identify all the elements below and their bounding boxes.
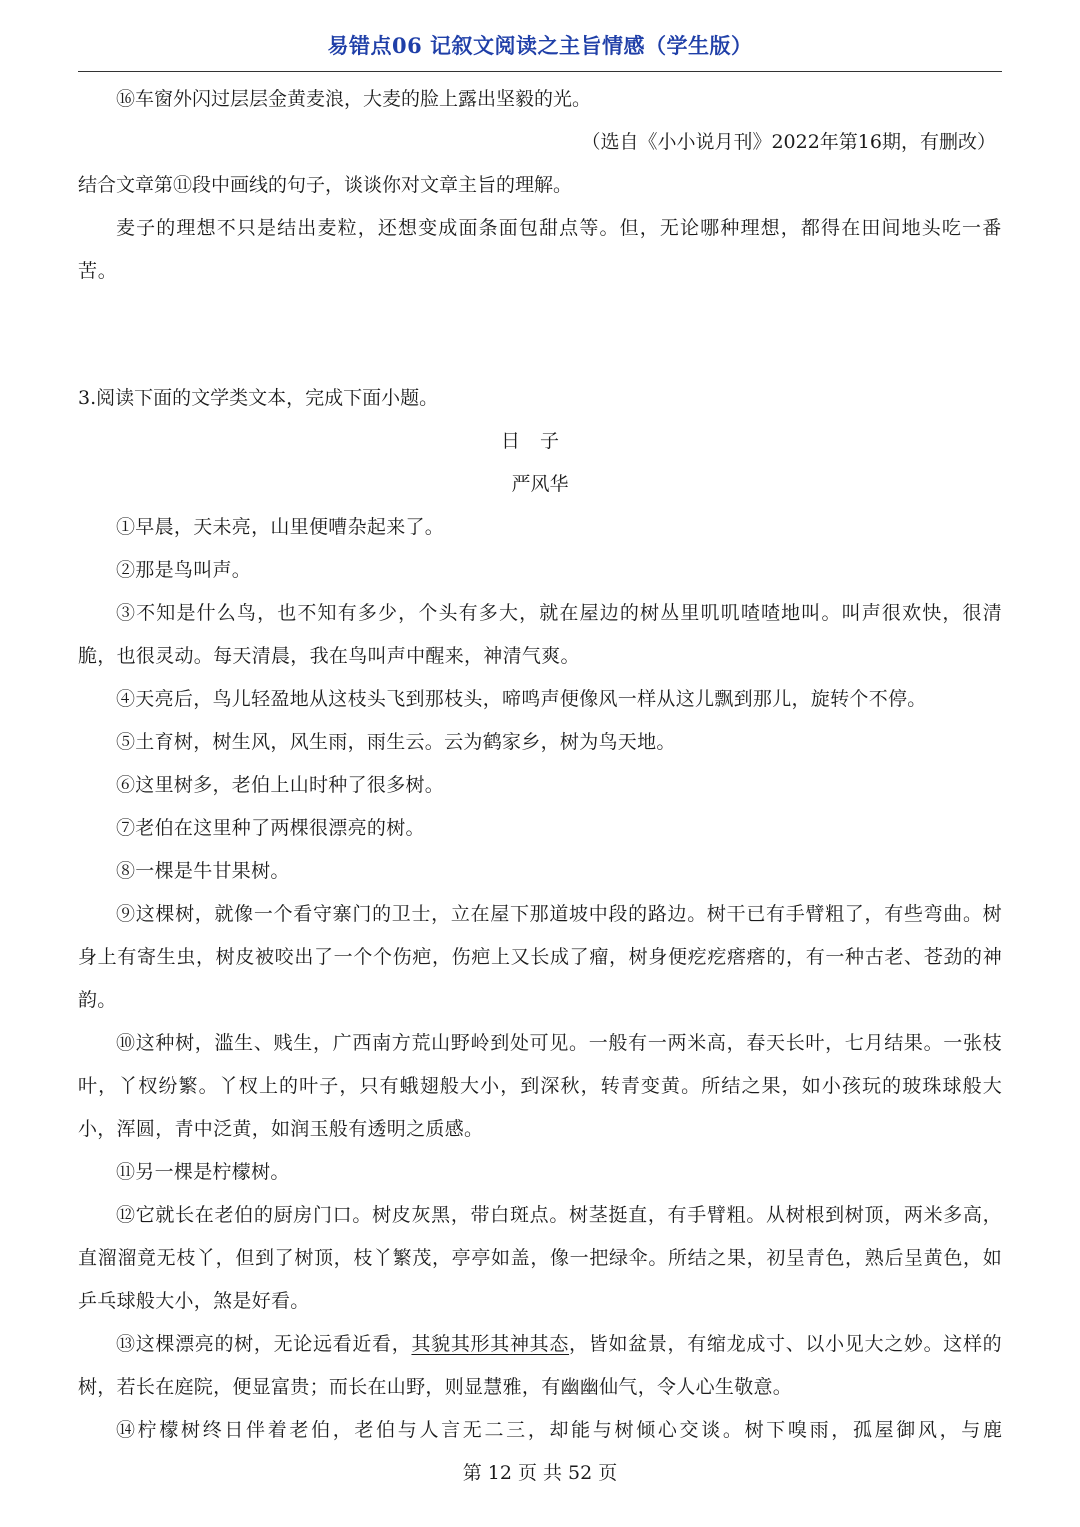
article-title-text: 日子: [500, 430, 579, 452]
paragraph-13: [78, 1323, 1002, 1409]
paragraph-1: ①早晨，天未亮，山里便嘈杂起来了。: [116, 516, 445, 538]
article-title: [78, 420, 1002, 463]
paragraph-12: ⑫它就长在老伯的厨房门口。树皮灰黑，带白斑点。树茎挺直，有手臂粗。从树根到树顶，两米多高，直溜溜竟无枝丫，但到了树顶，枝丫繁茂，亭亭如盖，像一把绿伞。所结之果，初呈青色，熟后呈黄色，如乒乓球般大小，煞是好看。: [78, 1204, 1002, 1312]
footer-middle: 页 共: [517, 1462, 563, 1484]
footer-prefix: 第: [462, 1462, 482, 1484]
current-page-number: 12: [487, 1462, 512, 1484]
paragraph-6: ⑥这里树多，老伯上山时种了很多树。: [116, 774, 445, 796]
header-divider: [78, 71, 1002, 72]
paragraph-13-before: ⑬这棵漂亮的树，无论远看近看，: [116, 1333, 412, 1355]
blank-gap: [78, 293, 1002, 377]
page-footer: [0, 1458, 1080, 1485]
document-body: [78, 78, 1002, 1452]
underlined-sentence: 其貌其形其神其态: [411, 1333, 570, 1355]
paragraph-11: ⑪另一棵是柠檬树。: [116, 1161, 290, 1183]
paragraph-2: ②那是鸟叫声。: [116, 559, 252, 581]
article-author: 严风华: [511, 473, 569, 495]
paragraph-3: ③不知是什么鸟，也不知有多少，个头有多大，就在屋边的树丛里叽叽喳喳地叫。叫声很欢快，很清脆，也很灵动。每天清晨，我在鸟叫声中醒来，神清气爽。: [78, 602, 1002, 667]
paragraph-10: ⑩这种树，滥生、贱生，广西南方荒山野岭到处可见。一般有一两米高，春天长叶，七月结果。一张枝叶，丫杈纷繁。丫杈上的叶子，只有蛾翅般大小，到深秋，转青变黄。所结之果，如小孩玩的玻珠球般大小，浑圆，青中泛黄，如润玉般有透明之质感。: [78, 1032, 1002, 1140]
paragraph-4: ④天亮后，鸟儿轻盈地从这枝头飞到那枝头，啼鸣声便像风一样从这儿飘到那儿，旋转个不停。: [116, 688, 927, 710]
paragraph-7: ⑦老伯在这里种了两棵很漂亮的树。: [116, 817, 425, 839]
question-text: 结合文章第⑪段中画线的句子，谈谈你对文章主旨的理解。: [78, 174, 573, 196]
answer-text: 麦子的理想不只是结出麦粒，还想变成面条面包甜点等。但，无论哪种理想，都得在田间地头吃一番苦。: [78, 217, 1002, 282]
paragraph-13-after: ，皆如盆景，有缩龙成寸、以小见大之妙。这样的树，若长在庭院，便显富贵；而长在山野，则显慧雅，有幽幽仙气，令人心生敬意。: [78, 1333, 1002, 1398]
page-header-title: 易错点06 记叙文阅读之主旨情感（学生版）: [327, 33, 753, 58]
paragraph-5: ⑤土育树，树生风，风生雨，雨生云。云为鹤家乡，树为鸟天地。: [116, 731, 676, 753]
paragraph-16: ⑯车窗外闪过层层金黄麦浪，大麦的脸上露出坚毅的光。: [116, 88, 592, 110]
paragraph-9: ⑨这棵树，就像一个看守寨门的卫士，立在屋下那道坡中段的路边。树干已有手臂粗了，有些弯曲。树身上有寄生虫，树皮被咬出了一个个伤疤，伤疤上又长成了瘤，树身便疙疙瘩瘩的，有一种古老、苍劲的神韵。: [78, 903, 1002, 1011]
section-3-instruction: 3.阅读下面的文学类文本，完成下面小题。: [78, 387, 439, 409]
source-citation: （选自《小小说月刊》2022年第16期，有删改）: [581, 131, 996, 153]
total-page-number: 52: [568, 1462, 593, 1484]
footer-suffix: 页: [598, 1462, 618, 1484]
paragraph-8: ⑧一棵是牛甘果树。: [116, 860, 290, 882]
paragraph-14: ⑭柠檬树终日伴着老伯，老伯与人言无二三，却能与树倾心交谈。树下嗅雨，孤屋御风，与鹿: [116, 1419, 1002, 1441]
